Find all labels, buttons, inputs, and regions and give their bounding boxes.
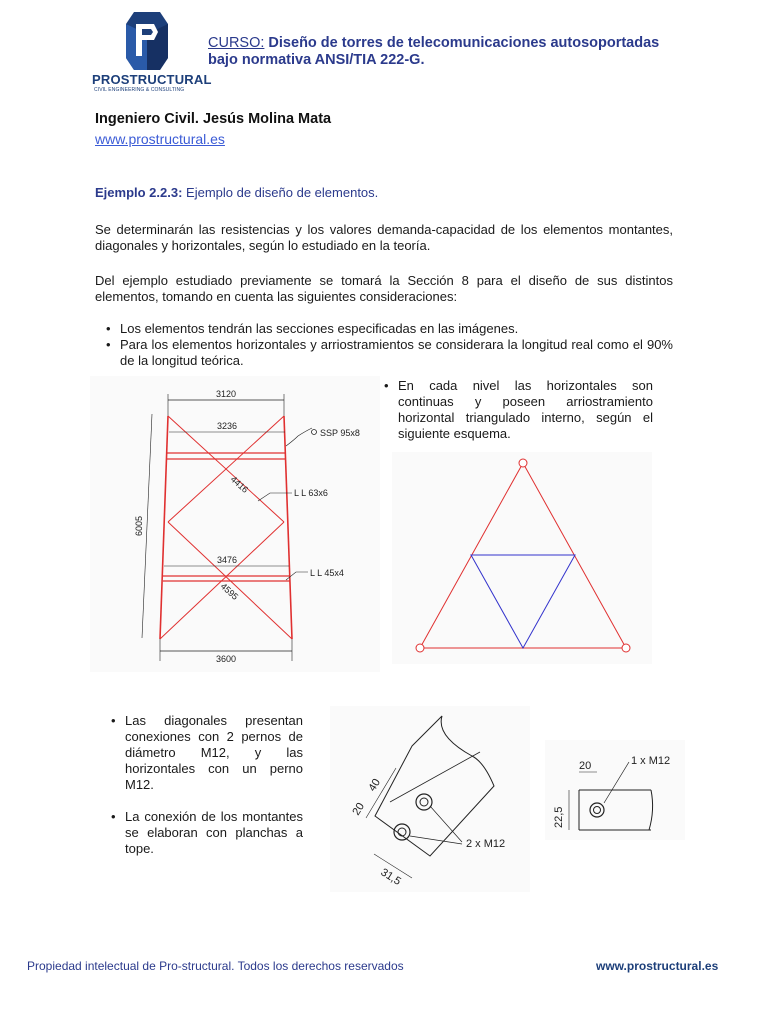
horizontal-connection-drawing bbox=[545, 740, 685, 840]
dim-upper-horizontal: 3236 bbox=[216, 421, 238, 431]
logo-name: PROSTRUCTURAL bbox=[92, 72, 212, 87]
course-title-line2: bajo normativa ANSI/TIA 222-G. bbox=[208, 52, 425, 68]
tower-section-drawing bbox=[90, 376, 380, 672]
dim-single-width: 20 bbox=[579, 760, 592, 772]
example-label: Ejemplo 2.2.3: bbox=[95, 185, 183, 200]
company-logo bbox=[92, 10, 212, 95]
logo-cube-icon bbox=[92, 10, 202, 80]
dim-connection-a: 20 bbox=[350, 800, 368, 818]
label-bolt-horizontal: 1 x M12 bbox=[631, 755, 671, 767]
horizontal-connection-figure bbox=[545, 740, 685, 840]
footer-website-link[interactable]: www.prostructural.es bbox=[596, 959, 719, 973]
dim-connection-c: 31,5 bbox=[378, 866, 403, 888]
course-label: CURSO: bbox=[208, 35, 265, 51]
example-name: Ejemplo de diseño de elementos. bbox=[182, 185, 379, 200]
dim-upper-diagonal: 4416 bbox=[228, 474, 251, 495]
author-name: Ingeniero Civil. Jesús Molina Mata bbox=[95, 111, 332, 127]
dim-single-height: 22,5 bbox=[553, 806, 565, 828]
diagonal-connection-drawing bbox=[330, 706, 530, 892]
diagonal-connection-figure bbox=[330, 706, 530, 892]
dim-bottom: 3600 bbox=[215, 654, 237, 664]
author-website-link[interactable]: www.prostructural.es bbox=[95, 131, 225, 147]
dim-height: 6005 bbox=[134, 515, 144, 537]
example-title bbox=[95, 185, 378, 200]
list-item: • Para los elementos horizontales y arriostramientos se considerara la longitud real como el 90% de la longitud teórica. bbox=[104, 337, 673, 369]
triangulated-bracing-drawing bbox=[392, 452, 652, 664]
horizontal-bracing-figure bbox=[392, 452, 652, 664]
label-horizontal: L L 45x4 bbox=[310, 568, 344, 578]
label-diagonal: L L 63x6 bbox=[294, 488, 328, 498]
connection-list bbox=[109, 713, 303, 857]
dim-lower-diagonal: 4595 bbox=[218, 581, 241, 602]
footer-copyright: Propiedad intelectual de Pro-structural. Todos los derechos reservados bbox=[27, 959, 404, 973]
considerations-list bbox=[104, 321, 673, 369]
list-item: • La conexión de los montantes se elaboran con planchas a tope. bbox=[109, 809, 303, 857]
list-item: • Las diagonales presentan conexiones con 2 pernos de diámetro M12, y las horizontales con un perno M12. bbox=[109, 713, 303, 793]
dim-top: 3120 bbox=[215, 389, 237, 399]
side-bullet-list bbox=[382, 378, 653, 442]
course-title bbox=[208, 35, 728, 69]
label-montante: SSP 95x8 bbox=[320, 428, 360, 438]
list-item: • En cada nivel las horizontales son continuas y poseen arriostramiento horizontal triangulado interno, según el siguiente esquema. bbox=[382, 378, 653, 442]
dim-lower-horizontal: 3476 bbox=[216, 555, 238, 565]
paragraph-1: Se determinarán las resistencias y los valores demanda-capacidad de los elementos montantes, diagonales y horizontales, según lo estudiado en la teoría. bbox=[95, 222, 673, 253]
logo-tagline: CIVIL ENGINEERING & CONSULTING bbox=[94, 87, 185, 93]
tower-section-figure bbox=[90, 376, 380, 672]
label-bolts-diagonal: 2 x M12 bbox=[466, 838, 506, 850]
list-item: • Los elementos tendrán las secciones especificadas en las imágenes. bbox=[104, 321, 673, 337]
course-title-line1: Diseño de torres de telecomunicaciones autosoportadas bbox=[264, 35, 660, 51]
paragraph-2: Del ejemplo estudiado previamente se tomará la Sección 8 para el diseño de sus distintos elementos, tomando en cuenta las siguientes consideraciones: bbox=[95, 273, 673, 304]
dim-connection-b: 40 bbox=[366, 776, 384, 794]
